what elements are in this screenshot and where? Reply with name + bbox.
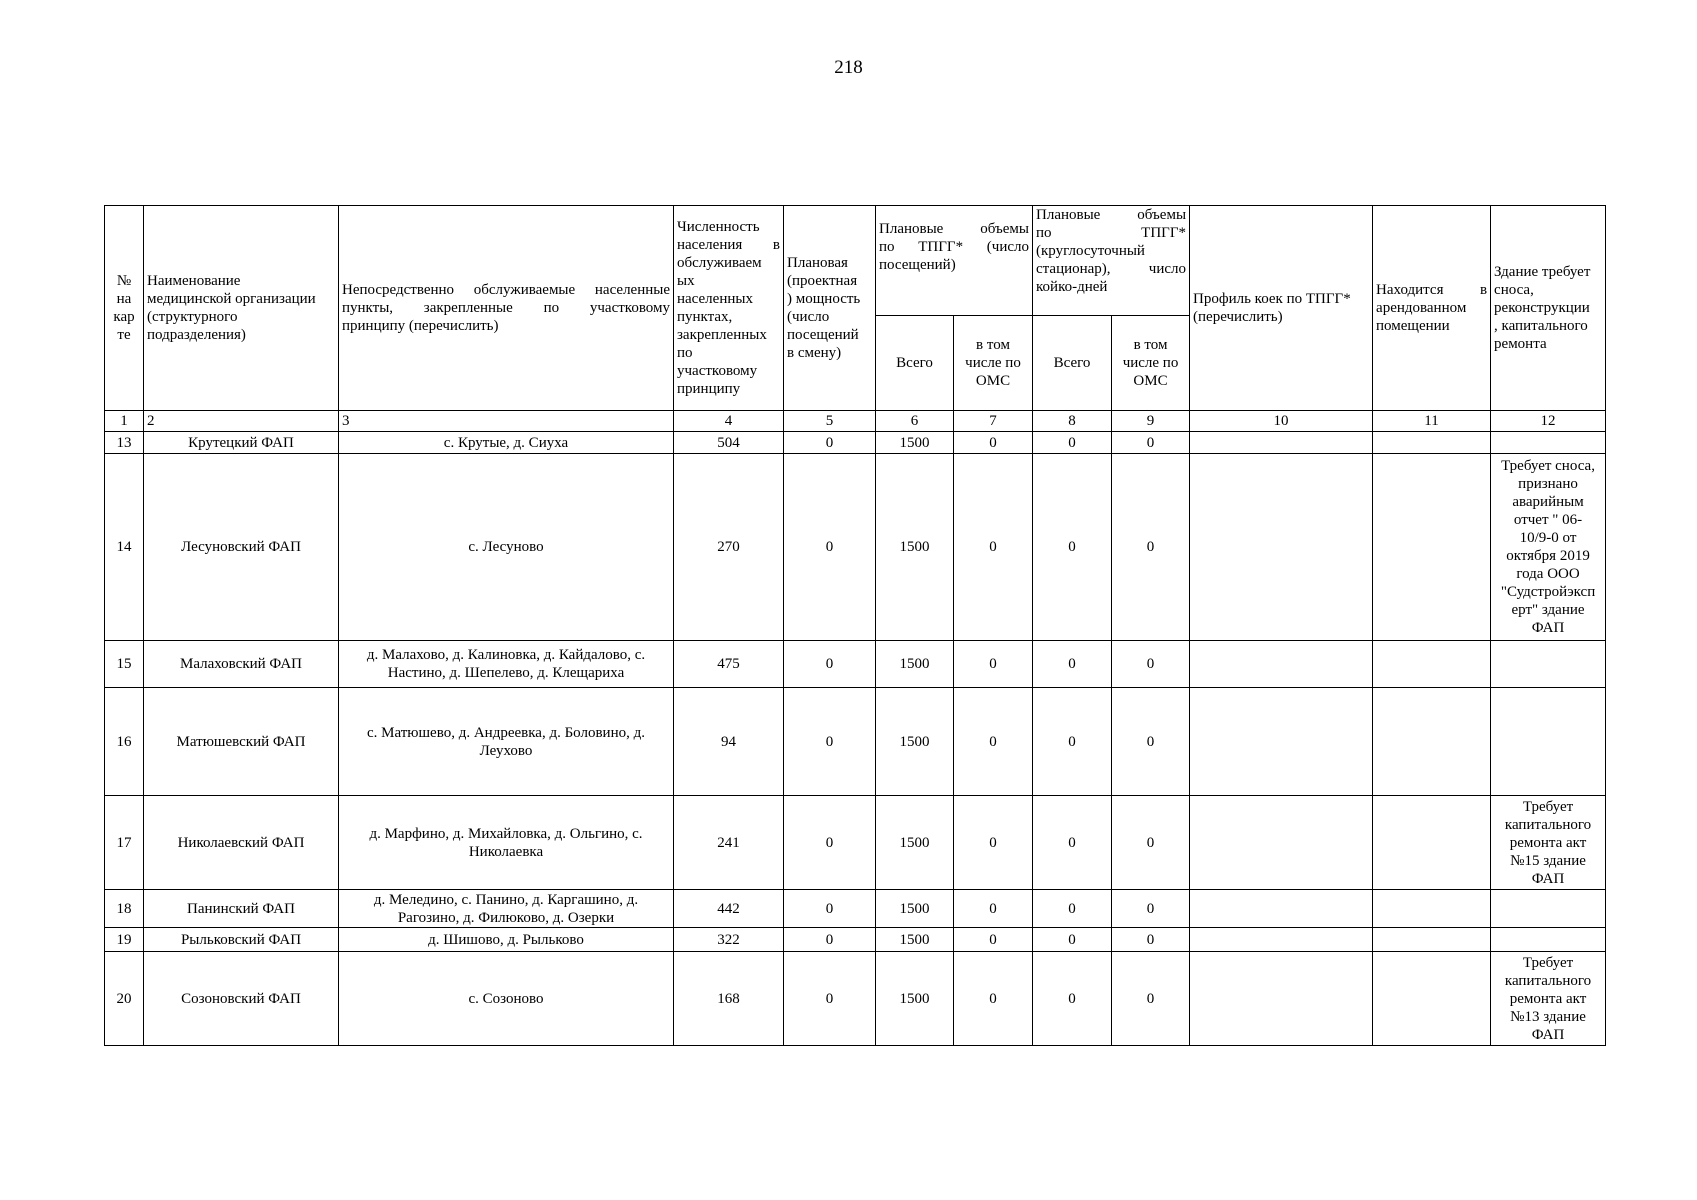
population-cell: 241: [674, 796, 784, 890]
visits-oms-cell: 0: [954, 432, 1033, 454]
column-number-4: 4: [674, 411, 784, 432]
building-note-cell: [1491, 952, 1606, 1046]
building-note-line: ФАП: [1531, 870, 1565, 887]
header-line: подразделения): [147, 327, 246, 343]
header-line: пункты, закрепленные по участковому: [342, 300, 670, 316]
visits-total-cell: 1500: [876, 432, 954, 454]
medical-facilities-table: [104, 205, 1606, 1046]
facility-name: Николаевский ФАП: [144, 796, 339, 890]
header-line: стационар), число: [1036, 261, 1187, 277]
bed-profile-cell: [1190, 641, 1373, 688]
header-line: ОМС: [975, 373, 1011, 389]
table-row: [105, 952, 1606, 1046]
visits-total-cell: 1500: [876, 928, 954, 952]
row-number: 19: [105, 928, 144, 952]
capacity-cell: 0: [784, 890, 876, 928]
header-line: ) мощность: [787, 291, 861, 307]
header-line: на: [116, 291, 132, 307]
capacity-cell: 0: [784, 432, 876, 454]
building-note-line: ФАП: [1531, 620, 1565, 636]
header-visits-group: [876, 206, 1033, 316]
header-line: Плановые объемы: [1036, 207, 1187, 223]
column-number-8: 8: [1033, 411, 1112, 432]
header-line: участковому: [677, 363, 758, 379]
population-cell: 270: [674, 454, 784, 641]
column-number-3: 3: [339, 411, 674, 432]
bed-profile-cell: [1190, 454, 1373, 641]
beddays-total-cell: 0: [1033, 641, 1112, 688]
building-note-line: ремонта акт: [1509, 834, 1587, 851]
beddays-total-cell: 0: [1033, 890, 1112, 928]
header-line: Численность: [677, 219, 760, 235]
header-col-12: [1491, 206, 1606, 411]
capacity-cell: 0: [784, 454, 876, 641]
building-note-line: Требует сноса,: [1501, 458, 1595, 474]
header-line: помещении: [1376, 318, 1450, 334]
header-line: в том: [1133, 337, 1168, 353]
visits-oms-cell: 0: [954, 928, 1033, 952]
rented-cell: [1373, 890, 1491, 928]
visits-total-cell: 1500: [876, 952, 954, 1046]
header-line: ремонта: [1494, 336, 1547, 352]
table-row: [105, 641, 1606, 688]
bed-profile-cell: [1190, 796, 1373, 890]
column-number-2: 2: [144, 411, 339, 432]
row-number: 17: [105, 796, 144, 890]
column-number-5: 5: [784, 411, 876, 432]
header-col-6: Всего: [876, 316, 954, 411]
header-line: (круглосуточный: [1036, 243, 1145, 259]
header-col-7: [954, 316, 1033, 411]
header-line: в смену): [787, 345, 842, 361]
header-line: , капитального: [1494, 318, 1588, 334]
table-row: [105, 890, 1606, 928]
beddays-total-cell: 0: [1033, 688, 1112, 796]
building-note-line: Требует: [1522, 798, 1574, 815]
header-col-1: [105, 206, 144, 411]
header-line: Наименование: [147, 273, 241, 289]
header-line: ых: [677, 273, 695, 289]
header-line: в том: [976, 337, 1010, 353]
header-line: числе по: [965, 355, 1021, 371]
header-line: принципу: [677, 381, 741, 397]
column-number-9: 9: [1112, 411, 1190, 432]
visits-oms-cell: 0: [954, 890, 1033, 928]
beddays-total-cell: 0: [1033, 432, 1112, 454]
header-line: медицинской организации: [147, 291, 316, 307]
settlements-cell: [339, 890, 674, 928]
building-note-cell: [1491, 796, 1606, 890]
building-note-cell: [1491, 454, 1606, 641]
beddays-oms-cell: 0: [1112, 641, 1190, 688]
row-number: 16: [105, 688, 144, 796]
bed-profile-cell: [1190, 432, 1373, 454]
header-col-2: [144, 206, 339, 411]
building-note-cell: [1491, 928, 1606, 952]
row-number: 15: [105, 641, 144, 688]
settlements-line: с. Матюшево, д. Андреевка, д. Боловино, д.: [366, 724, 645, 741]
header-line: населенных: [677, 291, 753, 307]
settlements-cell: [339, 454, 674, 641]
beddays-oms-cell: 0: [1112, 432, 1190, 454]
bed-profile-cell: [1190, 928, 1373, 952]
visits-oms-cell: 0: [954, 796, 1033, 890]
visits-oms-cell: 0: [954, 641, 1033, 688]
column-number-10: 10: [1190, 411, 1373, 432]
capacity-cell: 0: [784, 928, 876, 952]
rented-cell: [1373, 454, 1491, 641]
settlements-line: Леухово: [479, 742, 533, 759]
visits-total-cell: 1500: [876, 688, 954, 796]
visits-oms-cell: 0: [954, 952, 1033, 1046]
header-line: обслуживаем: [677, 255, 762, 271]
header-line: (проектная: [787, 273, 858, 289]
visits-total-cell: 1500: [876, 890, 954, 928]
rented-cell: [1373, 688, 1491, 796]
settlements-line: с. Созоново: [468, 990, 544, 1007]
building-note-line: капитального: [1504, 816, 1592, 833]
building-note-cell: [1491, 688, 1606, 796]
table-row: [105, 688, 1606, 796]
header-line: числе по: [1122, 355, 1179, 371]
beddays-total-cell: 0: [1033, 952, 1112, 1046]
header-line: принципу (перечислить): [342, 318, 499, 334]
settlements-cell: [339, 928, 674, 952]
beddays-oms-cell: 0: [1112, 890, 1190, 928]
table-row: [105, 796, 1606, 890]
population-cell: 168: [674, 952, 784, 1046]
header-line: пунктах,: [677, 309, 733, 325]
bed-profile-cell: [1190, 952, 1373, 1046]
settlements-line: Николаевка: [468, 843, 544, 860]
facility-name: Лесуновский ФАП: [144, 454, 339, 641]
header-beddays-group: [1033, 206, 1190, 316]
column-number-11: 11: [1373, 411, 1491, 432]
visits-total-cell: 1500: [876, 454, 954, 641]
settlements-cell: [339, 641, 674, 688]
building-note-line: капитального: [1504, 972, 1592, 989]
facility-name: Рыльковский ФАП: [144, 928, 339, 952]
header-line: населения в: [677, 237, 780, 253]
building-note-line: октября 2019: [1506, 548, 1590, 564]
building-note-line: ФАП: [1531, 1026, 1565, 1043]
beddays-total-cell: 0: [1033, 454, 1112, 641]
header-line: посещений: [787, 327, 859, 343]
header-line: те: [117, 327, 131, 343]
header-line: Профиль коек по ТПГГ*: [1193, 291, 1351, 307]
header-line: реконструкции: [1494, 300, 1590, 316]
building-note-line: ерт" здание: [1511, 602, 1585, 618]
population-cell: 322: [674, 928, 784, 952]
building-note-cell: [1491, 432, 1606, 454]
visits-total-cell: 1500: [876, 796, 954, 890]
settlements-cell: [339, 952, 674, 1046]
column-number-1: 1: [105, 411, 144, 432]
capacity-cell: 0: [784, 641, 876, 688]
row-number: 18: [105, 890, 144, 928]
rented-cell: [1373, 928, 1491, 952]
beddays-oms-cell: 0: [1112, 928, 1190, 952]
header-line: по: [677, 345, 693, 361]
capacity-cell: 0: [784, 688, 876, 796]
header-col-11: [1373, 206, 1491, 411]
building-note-cell: [1491, 641, 1606, 688]
header-line: Плановая: [787, 255, 848, 271]
bed-profile-cell: [1190, 890, 1373, 928]
header-line: Плановые объемы: [879, 221, 1030, 237]
header-line: (структурного: [147, 309, 238, 325]
facility-name: Матюшевский ФАП: [144, 688, 339, 796]
beddays-total-cell: 0: [1033, 796, 1112, 890]
population-cell: 94: [674, 688, 784, 796]
bed-profile-cell: [1190, 688, 1373, 796]
population-cell: 504: [674, 432, 784, 454]
beddays-total-cell: 0: [1033, 928, 1112, 952]
rented-cell: [1373, 641, 1491, 688]
column-number-6: 6: [876, 411, 954, 432]
header-line: закрепленных: [677, 327, 767, 343]
population-cell: 442: [674, 890, 784, 928]
header-col-3: [339, 206, 674, 411]
row-number: 13: [105, 432, 144, 454]
header-col-4: [674, 206, 784, 411]
beddays-oms-cell: 0: [1112, 796, 1190, 890]
header-line: кар: [113, 309, 135, 325]
facility-name: Малаховский ФАП: [144, 641, 339, 688]
building-note-line: №13 здание: [1510, 1008, 1586, 1025]
rented-cell: [1373, 432, 1491, 454]
settlements-cell: [339, 432, 674, 454]
building-note-cell: [1491, 890, 1606, 928]
settlements-line: д. Малахово, д. Калиновка, д. Кайдалово, с.: [366, 647, 646, 663]
header-line: Непосредственно обслуживаемые населенные: [342, 282, 670, 298]
building-note-line: "Судстройэксп: [1500, 584, 1596, 600]
building-note-line: аварийным: [1512, 494, 1584, 510]
header-col-10: [1190, 206, 1373, 411]
settlements-line: Рагозино, д. Филюково, д. Озерки: [397, 909, 615, 926]
header-line: (перечислить): [1193, 309, 1283, 325]
settlements-cell: [339, 796, 674, 890]
column-numbers-row: [105, 411, 1606, 432]
table-body: [105, 432, 1606, 1046]
settlements-cell: [339, 688, 674, 796]
building-note-line: года ООО: [1516, 566, 1580, 582]
header-col-5: [784, 206, 876, 411]
settlements-line: с. Крутые, д. Сиуха: [443, 434, 569, 451]
visits-oms-cell: 0: [954, 688, 1033, 796]
building-note-line: отчет " 06-: [1513, 512, 1583, 528]
building-note-line: ремонта акт: [1509, 990, 1587, 1007]
rented-cell: [1373, 952, 1491, 1046]
facility-name: Созоновский ФАП: [144, 952, 339, 1046]
capacity-cell: 0: [784, 796, 876, 890]
header-line: Находится в: [1376, 282, 1488, 298]
header-col-8: Всего: [1033, 316, 1112, 411]
settlements-line: д. Меледино, с. Панино, д. Каргашино, д.: [373, 891, 639, 908]
table-row: [105, 432, 1606, 454]
settlements-line: с. Лесуново: [468, 539, 544, 555]
rented-cell: [1373, 796, 1491, 890]
header-line: Здание требует: [1494, 264, 1591, 280]
header-line: №: [116, 273, 132, 289]
header-line: по ТПГГ* (число: [879, 239, 1030, 255]
capacity-cell: 0: [784, 952, 876, 1046]
facility-name: Панинский ФАП: [144, 890, 339, 928]
table-row: [105, 454, 1606, 641]
building-note-line: №15 здание: [1510, 852, 1586, 869]
header-line: арендованном: [1376, 300, 1467, 316]
row-number: 14: [105, 454, 144, 641]
page-number: 218: [834, 57, 863, 78]
facility-name: Крутецкий ФАП: [144, 432, 339, 454]
beddays-oms-cell: 0: [1112, 688, 1190, 796]
settlements-line: Настино, д. Шепелево, д. Клещариха: [387, 665, 625, 681]
visits-total-cell: 1500: [876, 641, 954, 688]
header-line: ОМС: [1133, 373, 1168, 389]
building-note-line: 10/9-0 от: [1519, 530, 1577, 546]
settlements-line: д. Шишово, д. Рыльково: [428, 931, 584, 948]
beddays-oms-cell: 0: [1112, 454, 1190, 641]
row-number: 20: [105, 952, 144, 1046]
table-row: [105, 928, 1606, 952]
settlements-line: д. Марфино, д. Михайловка, д. Ольгино, с.: [369, 825, 643, 842]
building-note-line: Требует: [1522, 954, 1574, 971]
header-col-9: [1112, 316, 1190, 411]
header-line: посещений): [879, 257, 956, 273]
column-number-12: 12: [1491, 411, 1606, 432]
building-note-line: признано: [1518, 476, 1578, 492]
header-line: (число: [787, 309, 830, 325]
column-number-7: 7: [954, 411, 1033, 432]
beddays-oms-cell: 0: [1112, 952, 1190, 1046]
population-cell: 475: [674, 641, 784, 688]
header-line: по ТПГГ*: [1036, 225, 1187, 241]
visits-oms-cell: 0: [954, 454, 1033, 641]
table-header: [105, 206, 1606, 432]
header-line: сноса,: [1494, 282, 1534, 298]
header-line: койко-дней: [1036, 279, 1108, 295]
